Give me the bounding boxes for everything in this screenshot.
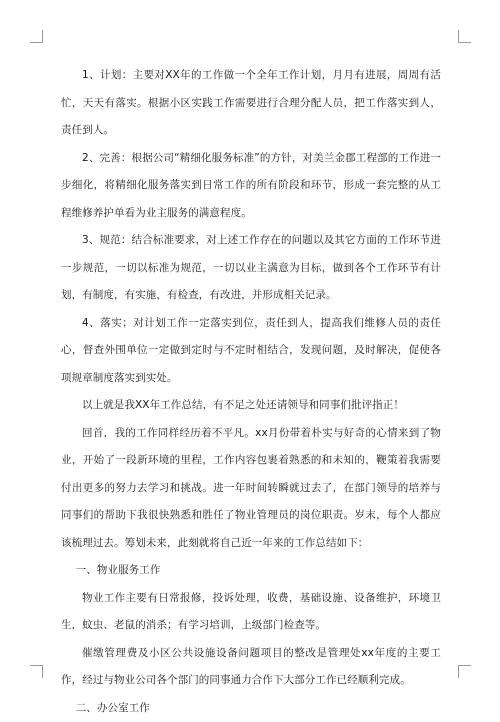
paragraph-standardize: 3、规范：结合标准要求，对上述工作存在的问题以及其它方面的工作环节进一步规范，一切以标准为规范，一切以业主满意为目标，做到各个工作环节有计划，有制度，有实施，有检查，有改进，并形成相关记录。: [61, 227, 441, 310]
section-heading-office-work: 二、办公室工作: [61, 695, 441, 722]
crop-mark-bottom-left: [30, 665, 43, 678]
paragraph-improve: 2、完善：根据公司“精细化服务标准”的方针，对美兰金郡工程部的工作进一步细化，将精细化服务落实到日常工作的所有阶段和环节，形成一套完整的从工程维修养护单看为业主服务的满意程度。: [61, 145, 441, 228]
paragraph-property-duties: 物业工作主要有日常报修，投诉处理，收费，基础设施、设备维护，环境卫生，蚊虫、老鼠的消杀；有学习培训，上级部门检查等。: [61, 585, 441, 640]
paragraph-summary-closing: 以上就是我XX年工作总结，有不足之处还请领导和同事们批评指正！: [61, 392, 441, 420]
paragraph-review: 回首，我的工作同样经历着不平凡。xx月份带着朴实与好奇的心情来到了物业，开始了一段新环境的里程，工作内容包裹着熟悉的和未知的，鞭策着我需要付出更多的努力去学习和挑战。进一年时间转瞬就过去了，在部门领导的培养与同事们的帮助下我很快熟悉和胜任了物业管理员的岗位职责。岁末，每个人都应该梳理过去。筹划未来，此刻就将自己近一年来的工作总结如下：: [61, 420, 441, 558]
paragraph-plan: 1、计划：主要对XX年的工作做一个全年工作计划，月月有进展，周周有活忙，天天有落实。根据小区实践工作需要进行合理分配人员，把工作落实到人，责任到人。: [61, 62, 441, 145]
document-body: [61, 62, 441, 722]
paragraph-implement: 4、落实；对计划工作一定落实到位，责任到人，提高我们维修人员的责任心，督查外围单位一定做到定时与不定时相结合，发现问题，及时解决，促使各项规章制度落实到实处。: [61, 310, 441, 393]
paragraph-fee-collection: 催缴管理费及小区公共设施设备问题项目的整改是管理处xx年度的主要工作，经过与物业公司各个部门的同事通力合作下大部分工作已经顺利完成。: [61, 640, 441, 695]
crop-mark-top-right: [458, 30, 471, 43]
section-heading-property-service: 一、物业服务工作: [61, 557, 441, 585]
crop-mark-bottom-right: [458, 665, 471, 678]
crop-mark-top-left: [30, 30, 43, 43]
